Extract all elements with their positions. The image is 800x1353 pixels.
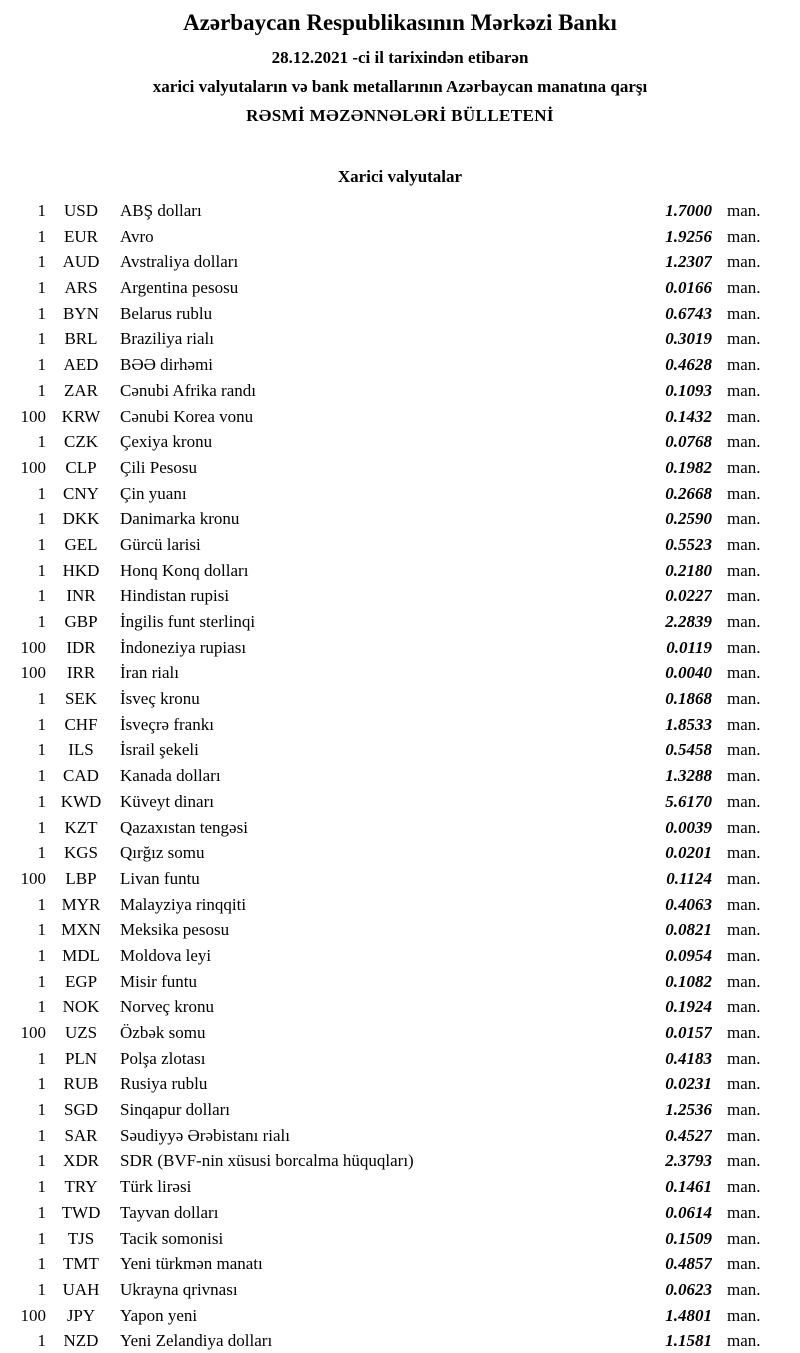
table-row <box>8 1020 772 1046</box>
nominal-cell: 1 <box>37 329 46 349</box>
name-cell: Hindistan rupisi <box>120 586 230 606</box>
rate-cell: 0.0201 <box>665 843 712 863</box>
table-row <box>8 455 772 481</box>
rate-cell: 0.0768 <box>665 432 712 452</box>
nominal-cell: 100 <box>20 406 46 426</box>
nominal-cell: 1 <box>37 1125 46 1145</box>
rate-cell: 0.0039 <box>665 817 712 837</box>
name-cell: Çexiya kronu <box>120 432 213 452</box>
unit-cell: man. <box>727 252 761 272</box>
nominal-cell: 1 <box>37 278 46 298</box>
rate-cell: 1.7000 <box>665 201 712 220</box>
name-cell: Meksika pesosu <box>120 920 230 940</box>
effective-date: 28.12.2021 -ci il tarixindən etibarən <box>271 48 529 67</box>
rate-cell: 0.0623 <box>665 1279 712 1299</box>
code-cell: AED <box>63 355 99 375</box>
unit-cell: man. <box>727 406 761 426</box>
table-row <box>8 429 772 455</box>
rate-cell: 0.0040 <box>665 663 712 683</box>
rate-cell: 0.0157 <box>665 1023 712 1042</box>
code-cell: KZT <box>64 817 98 837</box>
name-cell: İndoneziya rupiası <box>120 637 247 657</box>
rate-cell: 0.3019 <box>665 329 712 349</box>
unit-cell: man. <box>727 380 761 400</box>
table-row <box>8 378 772 404</box>
rate-cell: 1.9256 <box>665 226 712 246</box>
rate-cell: 0.5523 <box>665 534 712 554</box>
rate-cell: 1.4801 <box>665 1305 712 1325</box>
nominal-cell: 100 <box>20 663 46 683</box>
unit-cell: man. <box>727 663 761 683</box>
table-row <box>8 301 772 327</box>
rate-cell: 1.1581 <box>665 1331 712 1351</box>
code-cell: AUD <box>62 252 100 272</box>
nominal-cell: 1 <box>37 380 46 400</box>
code-cell: UZS <box>64 1023 98 1042</box>
rate-cell: 0.5458 <box>665 740 712 760</box>
name-cell: Yapon yeni <box>120 1305 198 1325</box>
table-row <box>8 994 772 1020</box>
name-cell: Qazaxıstan tengəsi <box>120 817 248 837</box>
unit-cell: man. <box>727 1202 761 1222</box>
table-row <box>8 352 772 378</box>
name-cell: Çin yuanı <box>120 483 187 503</box>
nominal-cell: 1 <box>37 355 46 375</box>
table-row <box>8 583 772 609</box>
code-cell: EGP <box>64 971 98 991</box>
nominal-cell: 1 <box>37 226 46 246</box>
table-row <box>8 917 772 943</box>
table-row <box>8 326 772 352</box>
rate-cell: 0.1509 <box>665 1228 712 1248</box>
nominal-cell: 1 <box>37 1074 46 1094</box>
code-cell: CHF <box>64 714 98 734</box>
nominal-cell: 1 <box>37 1151 46 1171</box>
name-cell: Səudiyyə Ərəbistanı rialı <box>120 1125 290 1145</box>
nominal-cell: 1 <box>37 689 46 709</box>
unit-cell: man. <box>727 226 761 246</box>
code-cell: TWD <box>61 1202 101 1222</box>
nominal-cell: 1 <box>37 945 46 965</box>
rate-cell: 0.1461 <box>665 1177 712 1197</box>
name-cell: Türk lirəsi <box>120 1177 192 1197</box>
code-cell: ZAR <box>64 380 98 400</box>
nominal-cell: 1 <box>37 1279 46 1299</box>
name-cell: Özbək somu <box>120 1023 206 1042</box>
unit-cell: man. <box>727 1048 761 1068</box>
name-cell: ABŞ dolları <box>120 201 202 220</box>
rate-cell: 0.6743 <box>665 303 712 323</box>
rate-cell: 0.0821 <box>665 920 712 940</box>
nominal-cell: 100 <box>20 1305 46 1325</box>
unit-cell: man. <box>727 1125 761 1145</box>
code-cell: CLP <box>65 457 97 477</box>
table-row <box>8 815 772 841</box>
code-cell: DKK <box>62 509 100 529</box>
name-cell: Ukrayna qrivnası <box>120 1279 238 1299</box>
code-cell: SEK <box>64 689 98 709</box>
table-row <box>8 737 772 763</box>
name-cell: Yeni türkmən manatı <box>120 1254 263 1274</box>
name-cell: İsveçrə frankı <box>120 714 214 734</box>
unit-cell: man. <box>727 586 761 606</box>
rate-cell: 0.1982 <box>665 457 712 477</box>
unit-cell: man. <box>727 868 761 888</box>
table-row <box>8 1251 772 1277</box>
code-cell: LBP <box>65 868 97 888</box>
rate-cell: 0.1868 <box>665 689 712 709</box>
rate-cell: 1.8533 <box>665 714 712 734</box>
name-cell: Argentina pesosu <box>120 278 239 298</box>
name-cell: İngilis funt sterlinqi <box>120 612 256 631</box>
code-cell: IDR <box>66 637 96 657</box>
bulletin-name: RƏSMİ MƏZƏNNƏLƏRİ BÜLLETENİ <box>246 106 554 125</box>
code-cell: BYN <box>63 303 99 323</box>
name-cell: Avro <box>120 226 154 246</box>
table-row <box>8 1148 772 1174</box>
code-cell: KWD <box>60 791 102 811</box>
rate-cell: 0.0227 <box>665 586 712 606</box>
nominal-cell: 1 <box>37 303 46 323</box>
table-row <box>8 866 772 892</box>
unit-cell: man. <box>727 560 761 580</box>
unit-cell: man. <box>727 509 761 529</box>
name-cell: Yeni Zelandiya dolları <box>120 1331 273 1351</box>
unit-cell: man. <box>727 1254 761 1274</box>
code-cell: EUR <box>64 226 98 246</box>
unit-cell: man. <box>727 791 761 811</box>
table-row <box>8 1097 772 1123</box>
code-cell: USD <box>63 201 98 220</box>
code-cell: XDR <box>63 1151 99 1171</box>
rate-cell: 0.2590 <box>665 509 712 529</box>
table-row <box>8 1071 772 1097</box>
table-row <box>8 506 772 532</box>
bulletin-subtitle: xarici valyutaların və bank metallarının Azərbaycan manatına qarşı <box>152 77 648 96</box>
nominal-cell: 1 <box>37 817 46 837</box>
unit-cell: man. <box>727 920 761 940</box>
unit-cell: man. <box>727 971 761 991</box>
unit-cell: man. <box>727 1023 761 1042</box>
rate-cell: 0.4063 <box>665 894 712 914</box>
rate-cell: 1.3288 <box>665 766 712 786</box>
nominal-cell: 1 <box>37 201 46 220</box>
table-row <box>8 1226 772 1252</box>
name-cell: İsveç kronu <box>120 689 200 709</box>
table-row <box>8 249 772 275</box>
nominal-cell: 1 <box>37 920 46 940</box>
code-cell: JPY <box>66 1305 96 1325</box>
unit-cell: man. <box>727 894 761 914</box>
code-cell: GBP <box>64 612 98 631</box>
nominal-cell: 1 <box>37 612 46 631</box>
unit-cell: man. <box>727 740 761 760</box>
nominal-cell: 1 <box>37 534 46 554</box>
table-row <box>8 635 772 661</box>
table-row <box>8 532 772 558</box>
nominal-cell: 1 <box>37 432 46 452</box>
name-cell: Danimarka kronu <box>120 509 240 529</box>
code-cell: CNY <box>63 483 99 503</box>
code-cell: INR <box>66 586 96 606</box>
rate-cell: 2.3793 <box>665 1151 712 1171</box>
nominal-cell: 1 <box>37 1331 46 1351</box>
unit-cell: man. <box>727 1177 761 1197</box>
table-row <box>8 840 772 866</box>
nominal-cell: 1 <box>37 1100 46 1120</box>
unit-cell: man. <box>727 1279 761 1299</box>
name-cell: Livan funtu <box>120 868 200 888</box>
name-cell: Braziliya rialı <box>120 329 214 349</box>
table-row <box>8 1328 772 1353</box>
rate-cell: 0.0166 <box>665 278 712 298</box>
unit-cell: man. <box>727 278 761 298</box>
rate-cell: 0.0119 <box>666 637 712 657</box>
rate-cell: 0.0231 <box>665 1074 712 1094</box>
nominal-cell: 100 <box>20 1023 46 1042</box>
unit-cell: man. <box>727 432 761 452</box>
unit-cell: man. <box>727 1151 761 1171</box>
page-title: Azərbaycan Respublikasının Mərkəzi Bankı <box>183 10 617 35</box>
name-cell: Avstraliya dolları <box>120 252 239 272</box>
table-row <box>8 1277 772 1303</box>
code-cell: CZK <box>64 432 98 452</box>
nominal-cell: 1 <box>37 1254 46 1274</box>
rate-cell: 0.4628 <box>665 355 712 375</box>
table-row <box>8 686 772 712</box>
nominal-cell: 1 <box>37 1202 46 1222</box>
name-cell: SDR (BVF-nin xüsusi borcalma hüquqları) <box>120 1151 414 1171</box>
table-row <box>8 943 772 969</box>
unit-cell: man. <box>727 457 761 477</box>
unit-cell: man. <box>727 201 761 220</box>
unit-cell: man. <box>727 817 761 837</box>
nominal-cell: 1 <box>37 714 46 734</box>
nominal-cell: 1 <box>37 586 46 606</box>
unit-cell: man. <box>727 534 761 554</box>
nominal-cell: 1 <box>37 997 46 1017</box>
code-cell: ILS <box>68 740 94 760</box>
unit-cell: man. <box>727 355 761 375</box>
name-cell: Polşa zlotası <box>120 1048 206 1068</box>
name-cell: Honq Konq dolları <box>120 560 249 580</box>
rate-cell: 0.1924 <box>665 997 712 1017</box>
table-row <box>8 660 772 686</box>
code-cell: MYR <box>61 894 101 914</box>
code-cell: NZD <box>63 1331 99 1351</box>
rate-cell: 0.1124 <box>666 868 712 888</box>
code-cell: KRW <box>61 406 101 426</box>
table-row <box>8 712 772 738</box>
nominal-cell: 1 <box>37 509 46 529</box>
nominal-cell: 100 <box>20 868 46 888</box>
rate-cell: 0.2180 <box>665 560 712 580</box>
nominal-cell: 100 <box>20 637 46 657</box>
name-cell: Malayziya rinqqiti <box>120 894 247 914</box>
code-cell: TJS <box>67 1228 95 1248</box>
nominal-cell: 100 <box>20 457 46 477</box>
name-cell: Belarus rublu <box>120 303 213 323</box>
rate-cell: 0.1093 <box>665 380 712 400</box>
unit-cell: man. <box>727 1100 761 1120</box>
code-cell: UAH <box>62 1279 100 1299</box>
name-cell: İsrail şekeli <box>120 740 199 760</box>
table-row <box>8 763 772 789</box>
name-cell: Rusiya rublu <box>120 1074 208 1094</box>
code-cell: CAD <box>63 766 99 786</box>
unit-cell: man. <box>727 945 761 965</box>
table-row <box>8 1123 772 1149</box>
table-row <box>8 1303 772 1329</box>
unit-cell: man. <box>727 1331 761 1351</box>
code-cell: TRY <box>64 1177 98 1197</box>
table-row <box>8 789 772 815</box>
nominal-cell: 1 <box>37 560 46 580</box>
nominal-cell: 1 <box>37 843 46 863</box>
code-cell: HKD <box>62 560 100 580</box>
unit-cell: man. <box>727 329 761 349</box>
nominal-cell: 1 <box>37 252 46 272</box>
code-cell: NOK <box>62 997 100 1017</box>
name-cell: Norveç kronu <box>120 997 214 1017</box>
unit-cell: man. <box>727 843 761 863</box>
code-cell: ARS <box>64 278 98 298</box>
unit-cell: man. <box>727 997 761 1017</box>
code-cell: BRL <box>64 329 98 349</box>
unit-cell: man. <box>727 1228 761 1248</box>
unit-cell: man. <box>727 303 761 323</box>
table-row <box>8 275 772 301</box>
code-cell: TMT <box>63 1254 99 1274</box>
table-row <box>8 481 772 507</box>
code-cell: IRR <box>66 663 96 683</box>
nominal-cell: 1 <box>37 740 46 760</box>
table-row <box>8 1174 772 1200</box>
rate-cell: 0.0954 <box>665 945 712 965</box>
table-row <box>8 558 772 584</box>
rate-cell: 5.6170 <box>665 791 712 811</box>
code-cell: SAR <box>64 1125 98 1145</box>
currency-table <box>0 198 800 1353</box>
name-cell: Kanada dolları <box>120 766 221 786</box>
code-cell: KGS <box>63 843 98 863</box>
section-title-foreign-currencies: Xarici valyutalar <box>337 167 463 186</box>
nominal-cell: 1 <box>37 766 46 786</box>
name-cell: Çili Pesosu <box>120 457 197 477</box>
rate-cell: 0.4183 <box>665 1048 712 1068</box>
name-cell: Moldova leyi <box>120 945 212 965</box>
table-row <box>8 224 772 250</box>
nominal-cell: 1 <box>37 894 46 914</box>
nominal-cell: 1 <box>37 971 46 991</box>
table-row <box>8 404 772 430</box>
rate-cell: 0.2668 <box>665 483 712 503</box>
unit-cell: man. <box>727 1074 761 1094</box>
rate-cell: 0.0614 <box>665 1202 712 1222</box>
name-cell: Gürcü larisi <box>120 534 201 554</box>
rate-cell: 0.4527 <box>665 1125 712 1145</box>
rate-cell: 0.1432 <box>665 406 712 426</box>
name-cell: Cənubi Afrika randı <box>120 380 256 400</box>
table-row <box>8 1046 772 1072</box>
code-cell: GEL <box>64 534 98 554</box>
unit-cell: man. <box>727 766 761 786</box>
nominal-cell: 1 <box>37 1177 46 1197</box>
rate-cell: 0.1082 <box>665 971 712 991</box>
unit-cell: man. <box>727 714 761 734</box>
name-cell: Cənubi Korea vonu <box>120 406 254 426</box>
rate-cell: 0.4857 <box>665 1254 712 1274</box>
table-row <box>8 892 772 918</box>
rate-cell: 1.2307 <box>665 252 712 272</box>
unit-cell: man. <box>727 637 761 657</box>
name-cell: İran rialı <box>120 663 179 683</box>
name-cell: Misir funtu <box>120 971 197 991</box>
nominal-cell: 1 <box>37 1228 46 1248</box>
code-cell: SGD <box>63 1100 98 1120</box>
rate-cell: 1.2536 <box>665 1100 712 1120</box>
unit-cell: man. <box>727 1305 761 1325</box>
code-cell: MDL <box>62 945 100 965</box>
name-cell: BƏƏ dirhəmi <box>120 355 214 375</box>
code-cell: PLN <box>64 1048 98 1068</box>
name-cell: Küveyt dinarı <box>120 791 214 811</box>
name-cell: Tacik somonisi <box>120 1228 224 1248</box>
unit-cell: man. <box>727 689 761 709</box>
name-cell: Sinqapur dolları <box>120 1100 231 1120</box>
bulletin-header <box>0 0 800 126</box>
table-row <box>8 609 772 635</box>
table-row <box>8 969 772 995</box>
table-row <box>8 198 772 224</box>
nominal-cell: 1 <box>37 483 46 503</box>
code-cell: MXN <box>61 920 101 940</box>
name-cell: Tayvan dolları <box>120 1202 219 1222</box>
nominal-cell: 1 <box>37 1048 46 1068</box>
code-cell: RUB <box>63 1074 99 1094</box>
unit-cell: man. <box>727 612 761 631</box>
nominal-cell: 1 <box>37 791 46 811</box>
rate-cell: 2.2839 <box>665 612 712 631</box>
table-row <box>8 1200 772 1226</box>
unit-cell: man. <box>727 483 761 503</box>
name-cell: Qırğız somu <box>120 843 205 863</box>
